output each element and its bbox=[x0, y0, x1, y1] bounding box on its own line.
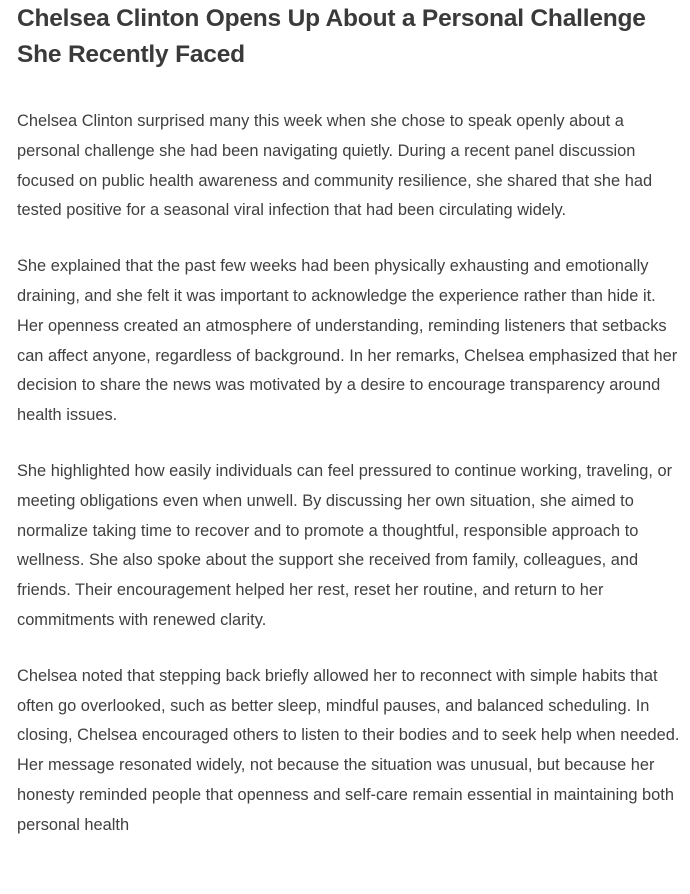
article-paragraph-2: She explained that the past few weeks had been physically exhausting and emotionally draining, and she felt it was important to acknowledge the experience rather than hide it. Her openness created an atmosphere of understanding, reminding listeners that setbacks can affect anyone, regardless of background. In her remarks, Chelsea emphasized that her decision to share the news was motivated by a desire to encourage transparency around health issues. bbox=[17, 257, 678, 425]
article-paragraph-1: Chelsea Clinton surprised many this week when she chose to speak openly about a personal challenge she had been navigating quietly. During a recent panel discussion focused on public health awareness and community resilience, she shared that she had tested positive for a seasonal viral infection that had been circulating widely. bbox=[17, 112, 653, 220]
article-paragraph-4: Chelsea noted that stepping back briefly allowed her to reconnect with simple habits that often go overlooked, such as better sleep, mindful pauses, and balanced scheduling. In closing, Chelsea encouraged others to listen to their bodies and to seek help when needed. Her message resonated widely, not because the situation was unusual, but because her honesty reminded people that openness and self-care remain essential in maintaining both personal health bbox=[17, 666, 680, 834]
article bbox=[17, 0, 681, 867]
article-title: Chelsea Clinton Opens Up About a Personal Challenge She Recently Faced bbox=[17, 5, 646, 68]
article-paragraph-3: She highlighted how easily individuals can feel pressured to continue working, traveling, or meeting obligations even when unwell. By discussing her own situation, she aimed to normalize taking time to recover and to promote a thoughtful, responsible approach to wellness. She also spoke about the support she received from family, colleagues, and friends. Their encouragement helped her rest, reset her routine, and return to her commitments with renewed clarity. bbox=[17, 461, 673, 629]
article-body bbox=[17, 107, 681, 841]
